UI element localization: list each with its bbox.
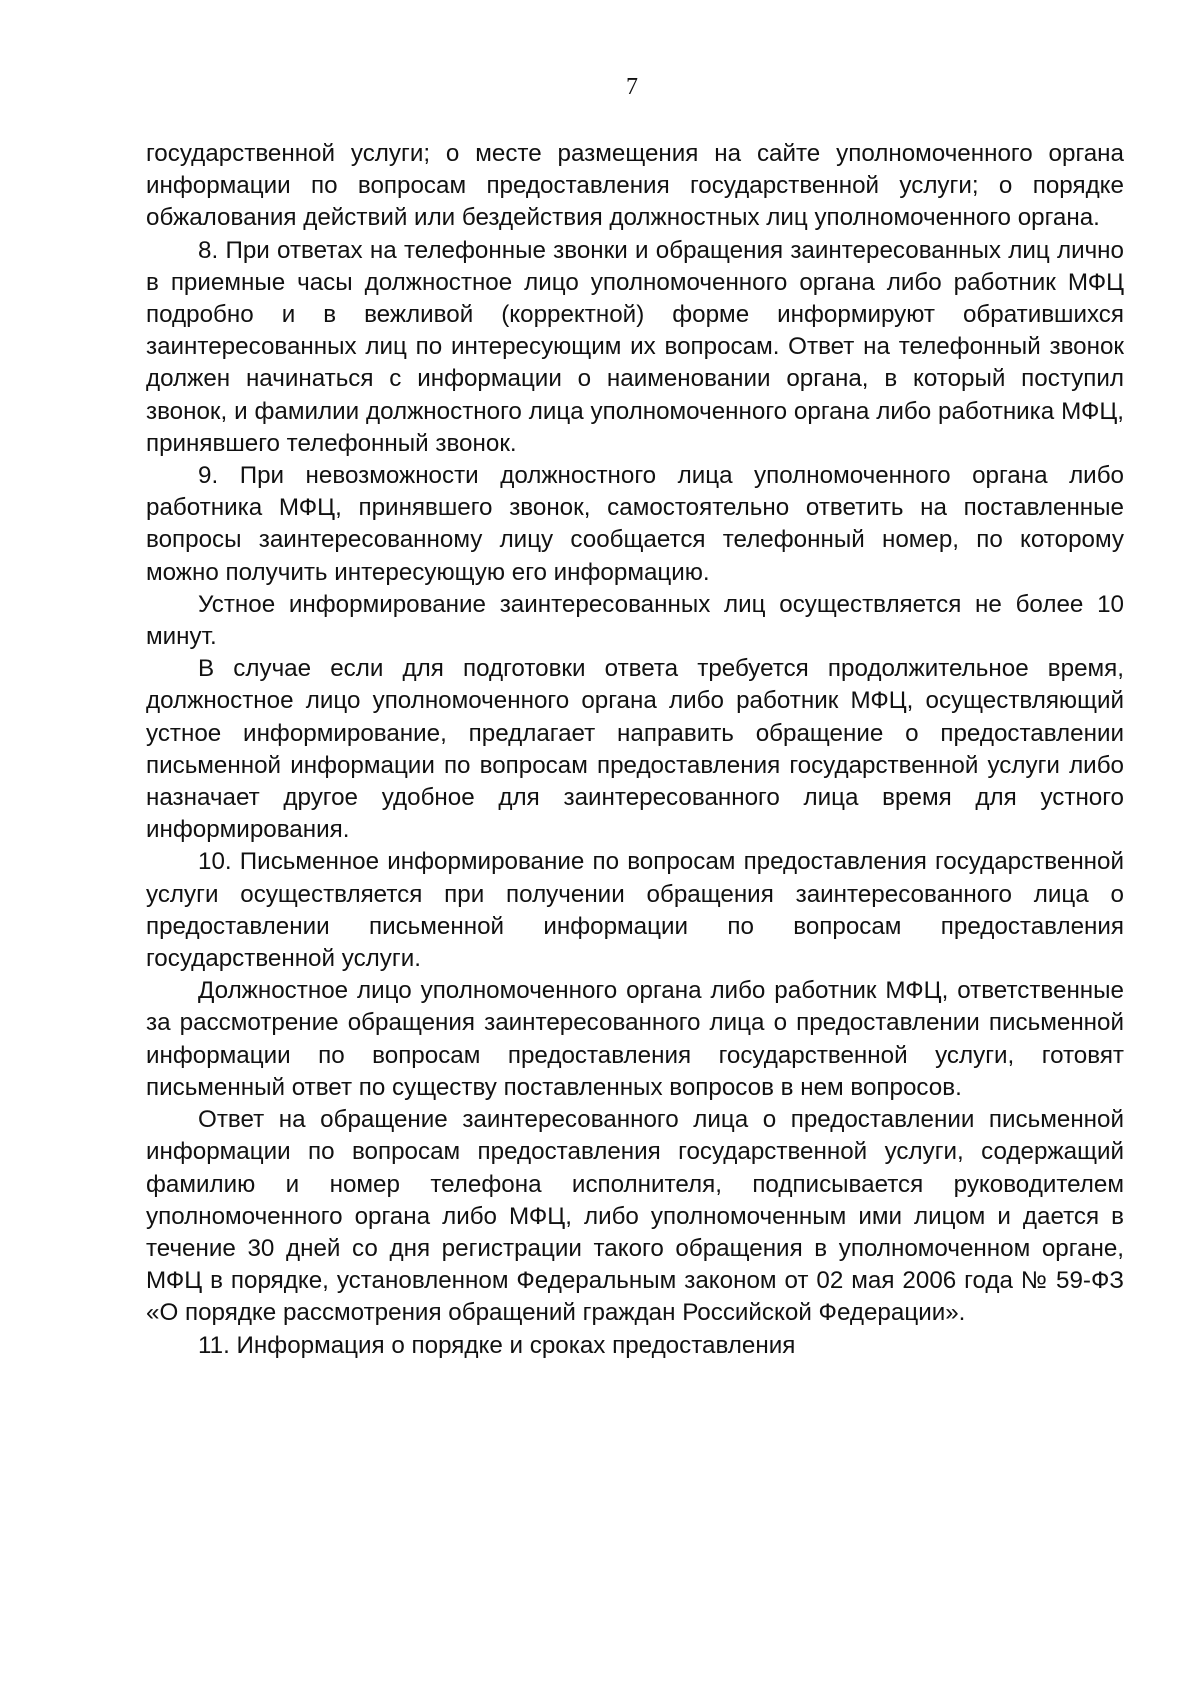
paragraph-extended-time: В случае если для подготовки ответа требуется продолжительное время, должностное лицо уполномоченного органа либо работник МФЦ, осуществляющий устное информирование, предлагает направить обращение о предоставлении письменной информации по вопросам предоставления государственной услуги либо назначает другое удобное для заинтересованного лица время для устного информирования. xyxy=(146,655,1124,844)
paragraph-item-10: 10. Письменное информирование по вопросам предоставления государственной услуги осуществляется при получении обращения заинтересованного лица о предоставлении письменной информации по вопросам предоставления государственной услуги. xyxy=(146,848,1124,973)
paragraph-oral-duration: Устное информирование заинтересованных лиц осуществляется не более 10 минут. xyxy=(146,590,1124,651)
page-number: 7 xyxy=(626,74,638,100)
paragraph-written-response: Ответ на обращение заинтересованного лица о предоставлении письменной информации по вопросам предоставления государственной услуги, содержащий фамилию и номер телефона исполнителя, подписывается руководителем уполномоченного органа либо МФЦ, либо уполномоченным ими лицом и дается в течение 30 дней со дня регистрации такого обращения в уполномоченном органе, МФЦ в порядке, установленном Федеральным законом от 02 мая 2006 года № 59-ФЗ «О порядке рассмотрения обращений граждан Российской Федерации». xyxy=(146,1106,1124,1327)
paragraph-item-8: 8. При ответах на телефонные звонки и обращения заинтересованных лиц лично в приемные часы должностное лицо уполномоченного органа либо работник МФЦ подробно и в вежливой (корректной) форме информируют обратившихся заинтересованных лиц по интересующим их вопросам. Ответ на телефонный звонок должен начинаться с информации о наименовании органа, в который поступил звонок, и фамилии должностного лица уполномоченного органа либо работника МФЦ, принявшего телефонный звонок. xyxy=(146,236,1124,457)
document-body xyxy=(146,138,1124,1362)
paragraph-responsible-official: Должностное лицо уполномоченного органа либо работник МФЦ, ответственные за рассмотрение обращения заинтересованного лица о предоставлении письменной информации по вопросам предоставления государственной услуги, готовят письменный ответ по существу поставленных вопросов в нем вопросов. xyxy=(146,977,1124,1101)
paragraph-continuation: государственной услуги; о месте размещения на сайте уполномоченного органа информации по вопросам предоставления государственной услуги; о порядке обжалования действий или бездействия должностных лиц уполномоченного органа. xyxy=(146,140,1124,232)
paragraph-item-9: 9. При невозможности должностного лица уполномоченного органа либо работника МФЦ, принявшего звонок, самостоятельно ответить на поставленные вопросы заинтересованному лицу сообщается телефонный номер, по которому можно получить интересующую его информацию. xyxy=(146,462,1124,586)
paragraph-item-11: 11. Информация о порядке и сроках предоставления xyxy=(198,1331,796,1359)
